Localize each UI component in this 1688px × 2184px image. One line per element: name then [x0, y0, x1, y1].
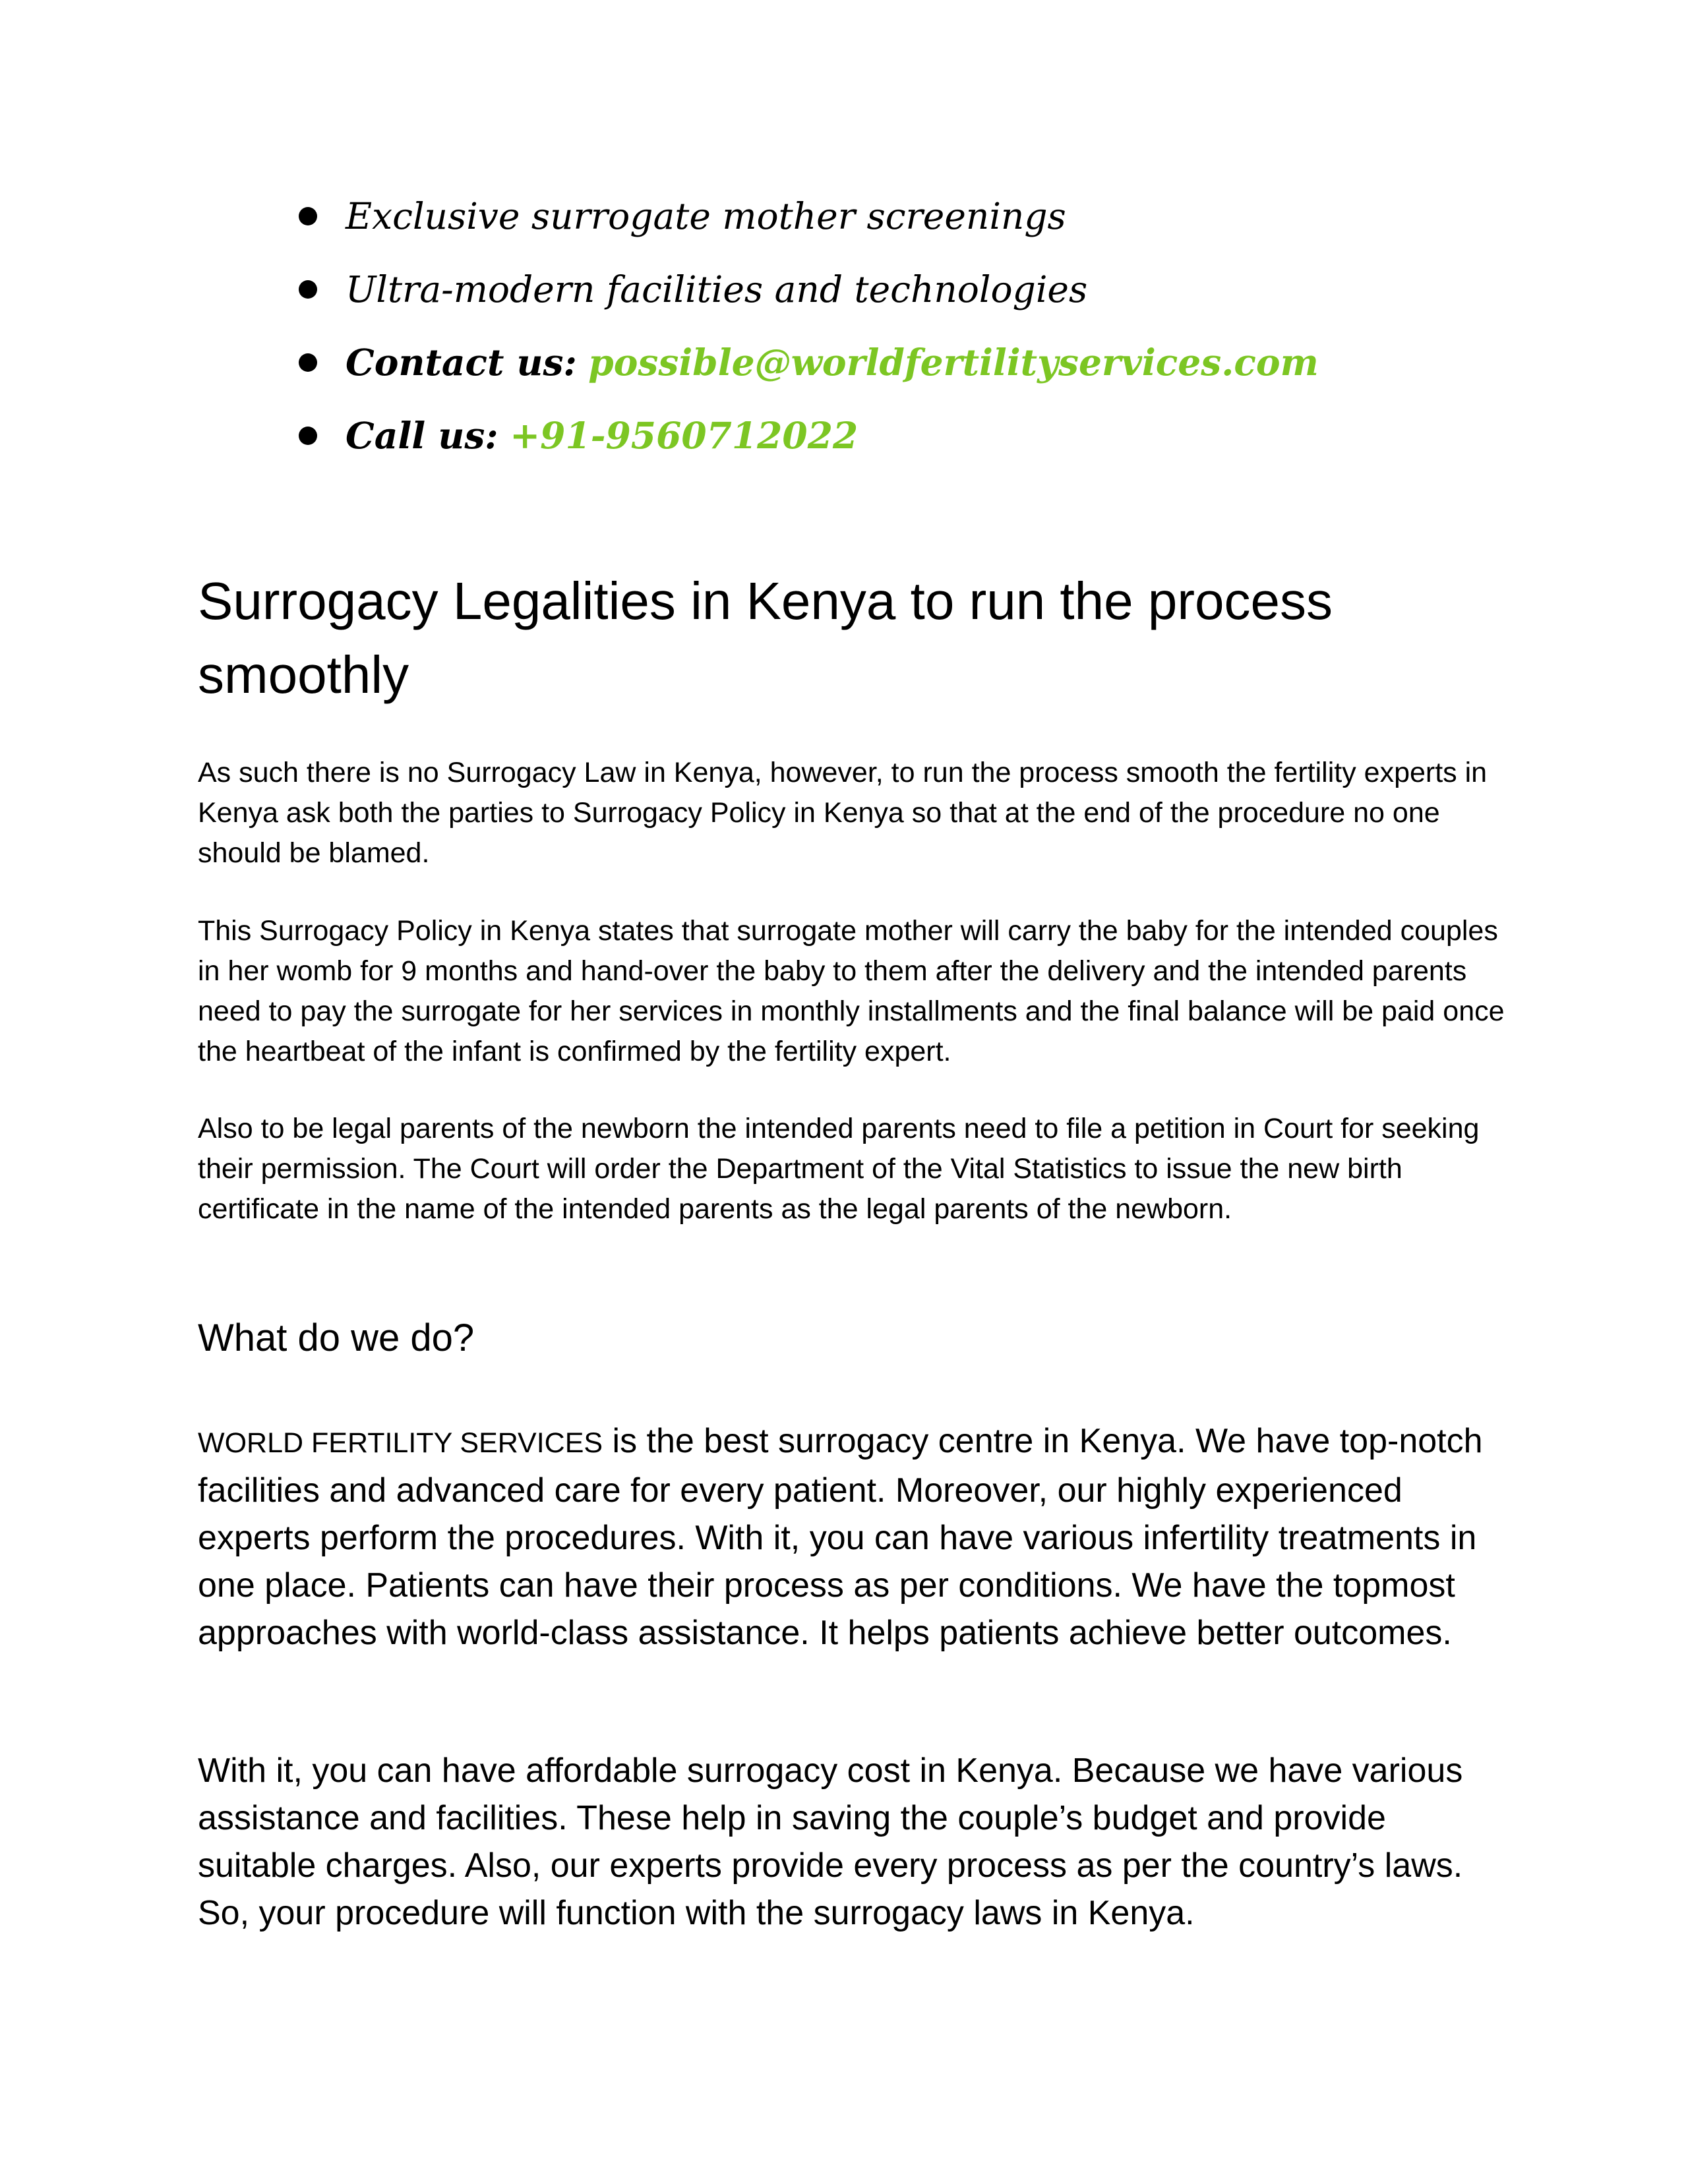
services-paragraph-1 — [198, 1417, 1503, 1657]
bullet-text — [346, 412, 858, 459]
services-paragraph-1-text: is the best surrogacy centre in Kenya. We have top-notch facilities and advanced care for every patient. Moreover, our highly experienced experts perform the procedures. With it, you can have various infertility treatments in one place. Patients can have their process as per conditions. We have the topmost approaches with world-class assistance. It helps patients achieve better outcomes. — [198, 1422, 1483, 1652]
contact-email-link[interactable]: possible@worldfertilityservices.com — [588, 341, 1319, 384]
call-phone-link[interactable]: +91-9560712022 — [510, 414, 859, 457]
feature-bullet-list — [0, 192, 1688, 485]
call-label: Call us: — [346, 414, 498, 457]
legalities-paragraph-1: As such there is no Surrogacy Law in Kenya, however, to run the process smooth the fertility experts in Kenya ask both the parties to Surrogacy Policy in Kenya so that at the end of the procedure no one should be blamed. — [198, 757, 1488, 869]
bullet-item-call — [0, 412, 1688, 485]
what-do-we-do-heading: What do we do? — [198, 1316, 475, 1359]
legalities-paragraph-2: This Surrogacy Policy in Kenya states that surrogate mother will carry the baby for the intended couples in her womb for 9 months and hand-over the baby to them after the delivery and the intended parents need to pay the surrogate for her services in monthly installments and the final balance will be paid once the heartbeat of the infant is confirmed by the fertility expert. — [198, 915, 1505, 1067]
contact-label: Contact us: — [346, 341, 577, 384]
bullet-item-contact — [0, 339, 1688, 412]
services-paragraph-2: With it, you can have affordable surrogacy cost in Kenya. Because we have various assistance and facilities. These help in saving the couple’s budget and provide suitable charges. Also, our experts provide every process as per the country’s laws. So, your procedure will function with the surrogacy laws in Kenya. — [198, 1752, 1463, 1932]
legalities-paragraph-3: Also to be legal parents of the newborn the intended parents need to file a petition in Court for seeking their permission. The Court will order the Department of the Vital Statistics to issue the new birth certificate in the name of the intended parents as the legal parents of the newborn. — [198, 1113, 1480, 1225]
bullet-dot-icon — [299, 427, 317, 445]
bullet-item-facilities — [0, 266, 1688, 339]
legalities-heading: Surrogacy Legalities in Kenya to run the process smoothly — [198, 572, 1333, 704]
bullet-item-screenings — [0, 192, 1688, 266]
bullet-text: Ultra-modern facilities and technologies — [346, 268, 1088, 310]
bullet-dot-icon — [299, 353, 317, 372]
bullet-dot-icon — [299, 280, 317, 299]
brand-name: WORLD FERTILITY SERVICES — [198, 1427, 603, 1459]
bullet-text — [346, 339, 1319, 386]
bullet-dot-icon — [299, 207, 317, 225]
bullet-text: Exclusive surrogate mother screenings — [346, 195, 1066, 237]
